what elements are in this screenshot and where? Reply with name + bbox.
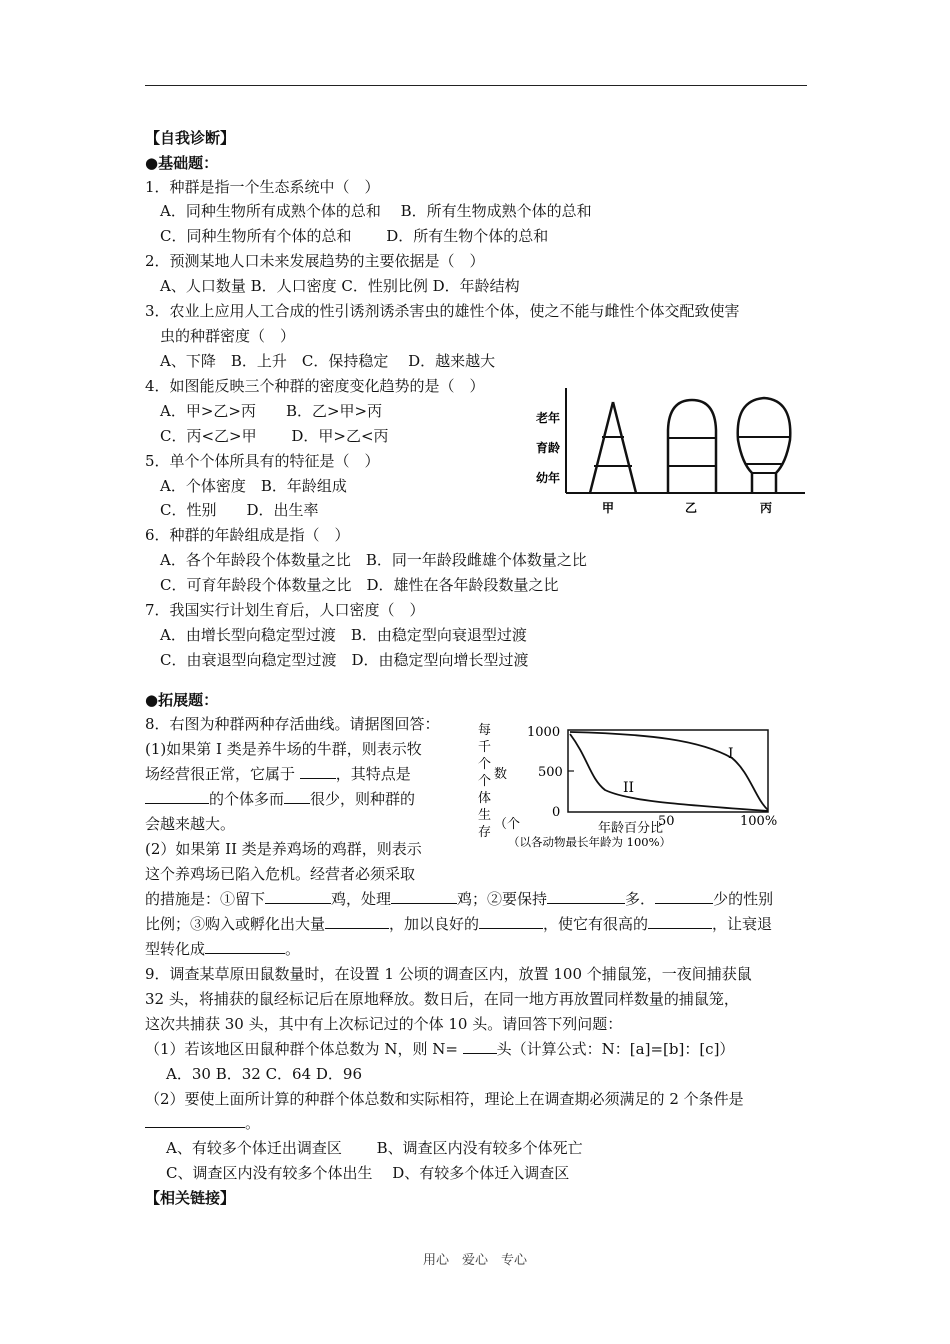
links-title: 【相关链接】	[145, 1189, 236, 1207]
pyramid-jia	[590, 402, 636, 493]
survival-x-title: 年龄百分比	[598, 821, 664, 836]
curve-II	[570, 734, 768, 811]
q9-line1: 9．调查某草原田鼠数量时，在设置 1 公顷的调查区内，放置 100 个捕鼠笼，一夜间捕获鼠	[145, 965, 752, 983]
survival-y-char-7: 存	[478, 825, 492, 840]
q8-line8-d: 多．	[625, 890, 656, 908]
q3-stem-line1: 3．农业上应用人工合成的性引诱剂诱杀害虫的雄性个体，使之不能与雌性个体交配致使害	[145, 302, 740, 320]
survival-y-char-4: 个	[478, 774, 492, 789]
q7-stem: 7．我国实行计划生育后，人口密度（ ）	[145, 601, 425, 619]
q8-blank-care[interactable]	[479, 914, 543, 929]
q8-line4	[145, 789, 415, 809]
q9-options-cd: C、调查区内没有较多个体出生 D、有较多个体迁入调查区	[166, 1164, 570, 1182]
survival-curve-figure	[470, 718, 810, 850]
q3-options: A、下降 B．上升 C．保持稳定 D．越来越大	[160, 352, 496, 370]
q5-options-ab: A．个体密度 B．年龄组成	[160, 477, 347, 495]
q8-line6: (2）如果第 II 类是养鸡场的鸡群，则表示	[145, 840, 422, 858]
survival-y-tick-0: 0	[552, 805, 561, 820]
age-label-old: 老年	[536, 411, 561, 425]
q8-blank-less[interactable]	[655, 889, 713, 904]
survival-y-char-1: 每	[478, 723, 492, 738]
survival-x-tick-100: 100%	[740, 814, 778, 829]
q9-line4-a: （1）若该地区田鼠种群个体总数为 N，则 N=	[145, 1040, 463, 1058]
age-label-fertile: 育龄	[536, 441, 561, 455]
pyramid-bing	[737, 398, 791, 493]
q8-line3	[145, 764, 411, 784]
q5-stem: 5．单个个体所具有的特征是（ ）	[145, 452, 380, 470]
q8-line8	[145, 889, 773, 909]
survival-y-char-9: （个	[494, 817, 521, 832]
q5-options-cd: C．性别 D．出生率	[160, 501, 319, 519]
q8-line4-a: 的个体多而	[209, 790, 285, 808]
q6-options-cd: C．可育年龄段个体数量之比 D．雄性在各年龄段数量之比	[160, 576, 559, 594]
q9-options-ab: A、有较多个体迁出调查区 B、调查区内没有较多个体死亡	[166, 1139, 583, 1157]
age-x-label-bing: 丙	[760, 501, 773, 515]
survival-y-tick-1000: 1000	[527, 725, 561, 740]
survival-y-char-6: 生	[478, 808, 492, 823]
survival-y-char-5: 体	[478, 791, 492, 806]
q8-blank-rate[interactable]	[648, 914, 712, 929]
q8-blank-convert[interactable]	[205, 939, 285, 954]
q8-line8-e: 少的性别	[713, 890, 774, 908]
q8-blank-more[interactable]	[547, 889, 625, 904]
q2-options: A、人口数量 B．人口密度 C．性别比例 D．年龄结构	[160, 277, 520, 295]
q8-line9-d: ，让衰退	[712, 915, 773, 933]
q8-line10-b: 。	[285, 940, 301, 958]
header-rule	[145, 85, 807, 86]
q9-blank-conditions[interactable]	[145, 1113, 245, 1128]
q8-line5: 会越来越大。	[145, 815, 236, 833]
survival-y-char-8: 数	[494, 767, 508, 782]
q9-line4	[145, 1039, 734, 1059]
curve-II-label: II	[623, 780, 635, 796]
q1-options-cd: C．同种生物所有个体的总和 D．所有生物个体的总和	[160, 227, 549, 245]
q8-blank-few[interactable]	[284, 789, 310, 804]
q8-line1: 8．右图为种群两种存活曲线。请据图回答：	[145, 715, 440, 733]
q8-line3-a: 场经营很正常，它属于	[145, 765, 300, 783]
q9-line7-b: 。	[245, 1114, 261, 1132]
q8-line4-b: 很少，则种群的	[310, 790, 416, 808]
curve-I	[570, 732, 768, 810]
q8-line9	[145, 914, 772, 934]
q8-line9-b: ，加以良好的	[389, 915, 480, 933]
q8-blank-dispose[interactable]	[391, 889, 457, 904]
age-structure-figure	[530, 385, 810, 520]
survival-x-note: （以各动物最长年龄为 100%）	[508, 835, 672, 849]
age-x-label-jia: 甲	[602, 501, 615, 515]
q1-options-ab: A．同种生物所有成熟个体的总和 B．所有生物成熟个体的总和	[160, 202, 592, 220]
q9-line5: A．30 B．32 C．64 D．96	[166, 1065, 363, 1083]
pyramid-yi	[668, 400, 716, 493]
q4-options-ab: A．甲>乙>丙 B．乙>甲>丙	[160, 402, 383, 420]
q8-blank-type[interactable]	[300, 764, 336, 779]
survival-y-tick-500: 500	[538, 765, 563, 780]
q8-line9-c: ，使它有很高的	[543, 915, 649, 933]
q9-blank-n[interactable]	[463, 1039, 497, 1054]
q9-line6: （2）要使上面所计算的种群个体总数和实际相符，理论上在调查期必须满足的 2 个条件是	[145, 1090, 744, 1108]
q9-line3: 这次共捕获 30 头，其中有上次标记过的个体 10 头。请回答下列问题：	[145, 1015, 623, 1033]
q8-line8-b: 鸡，处理	[331, 890, 392, 908]
basic-label: ●基础题：	[145, 154, 219, 172]
extend-label: ●拓展题：	[145, 691, 219, 709]
survival-y-char-3: 个	[478, 757, 492, 772]
q2-stem: 2．预测某地人口未来发展趋势的主要依据是（ ）	[145, 252, 485, 270]
q6-stem: 6．种群的年龄组成是指（ ）	[145, 526, 350, 544]
age-label-young: 幼年	[536, 471, 561, 485]
q1-stem: 1．种群是指一个生态系统中（ ）	[145, 178, 380, 196]
q8-line2: (1)如果第 I 类是养牛场的牛群，则表示牧	[145, 740, 422, 758]
q8-line10-a: 型转化成	[145, 940, 206, 958]
q3-stem-line2: 虫的种群密度（ ）	[160, 327, 296, 345]
survival-plot-frame	[568, 730, 768, 812]
section-title: 【自我诊断】	[145, 129, 236, 147]
page-footer: 用心 爱心 专心	[422, 1253, 527, 1268]
q7-options-cd: C．由衰退型向稳定型过渡 D．由稳定型向增长型过渡	[160, 651, 529, 669]
q8-blank-keep[interactable]	[265, 889, 331, 904]
q8-line3-b: ，其特点是	[335, 765, 411, 783]
q6-options-ab: A．各个年龄段个体数量之比 B．同一年龄段雌雄个体数量之比	[160, 551, 587, 569]
q8-line10	[145, 939, 300, 959]
q9-line7	[145, 1113, 260, 1133]
q9-line4-b: 头（计算公式：N：[a]=[b]：[c]）	[496, 1040, 735, 1058]
q8-line9-a: 比例；③购入或孵化出大量	[145, 915, 326, 933]
q7-options-ab: A．由增长型向稳定型过渡 B．由稳定型向衰退型过渡	[160, 626, 527, 644]
survival-y-char-2: 千	[478, 740, 492, 755]
q8-blank-many[interactable]	[145, 789, 209, 804]
curve-I-label: I	[728, 746, 734, 762]
q4-stem: 4．如图能反映三个种群的密度变化趋势的是（ ）	[145, 377, 485, 395]
q4-options-cd: C．丙<乙>甲 D．甲>乙<丙	[160, 427, 389, 445]
survival-x-tick-50: 50	[658, 814, 675, 829]
q8-line8-c: 鸡；②要保持	[457, 890, 548, 908]
q8-line7: 这个养鸡场已陷入危机。经营者必须采取	[145, 865, 416, 883]
age-x-label-yi: 乙	[685, 501, 698, 515]
q8-line8-a: 的措施是：①留下	[145, 890, 266, 908]
q9-line2: 32 头，将捕获的鼠经标记后在原地释放。数日后，在同一地方再放置同样数量的捕鼠笼，	[145, 990, 739, 1008]
q8-blank-buy[interactable]	[325, 914, 389, 929]
